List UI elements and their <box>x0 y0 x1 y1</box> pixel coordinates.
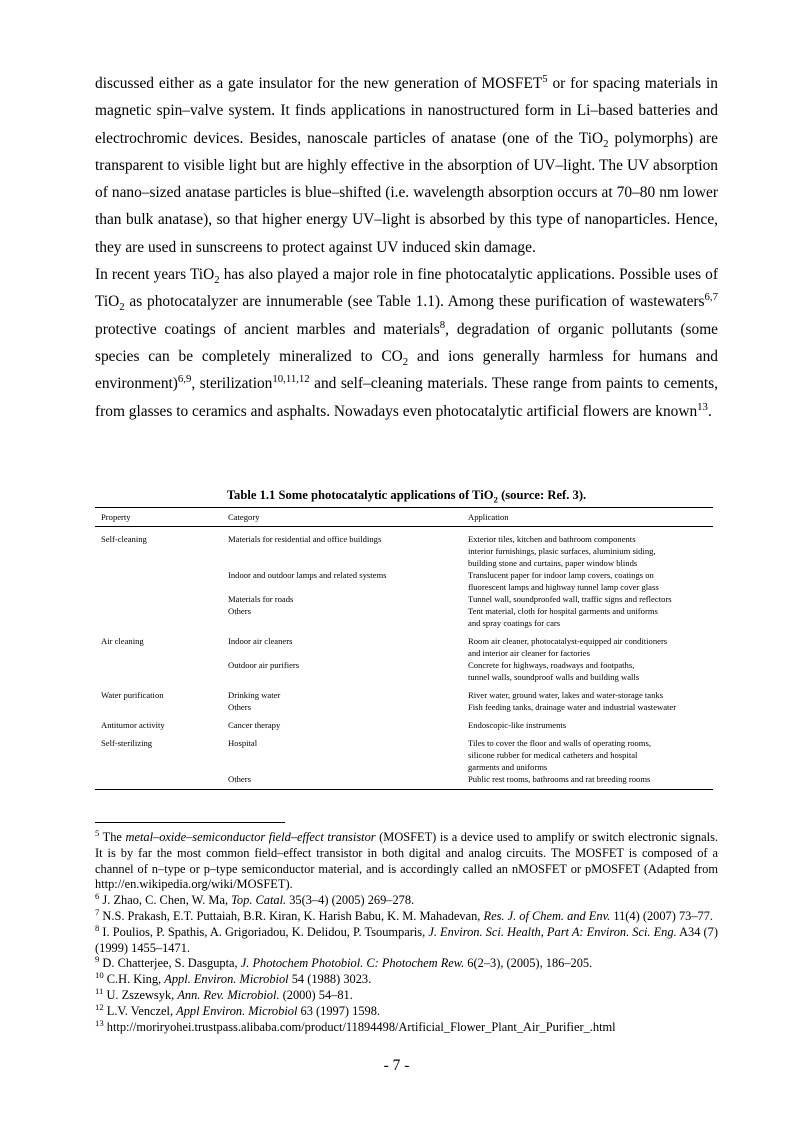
footnote-number: 12 <box>95 1001 104 1012</box>
subscript: 2 <box>493 494 498 505</box>
applications-table <box>95 507 713 790</box>
table-caption <box>95 488 718 503</box>
footnote-number: 9 <box>95 954 100 965</box>
application-line: tunnel walls, soundproof walls and building walls <box>468 672 640 682</box>
text-run: and ions generally harmless for humans and environment) <box>95 347 718 393</box>
application-line: Room air cleaner, photocatalyst-equipped air conditioners <box>468 636 668 646</box>
cell-category: Outdoor air purifiers <box>228 660 300 670</box>
footnote-italic: Appl. Environ. Microbiol <box>164 972 289 987</box>
application-line: Fish feeding tanks, drainage water and industrial wastewater <box>468 702 677 712</box>
application-line: Endoscopic-like instruments <box>468 720 567 730</box>
cell-property <box>95 773 222 790</box>
cell-property: Water purification <box>101 690 164 700</box>
table-row <box>95 629 713 659</box>
application-line: Public rest rooms, bathrooms and rat breeding rooms <box>468 774 651 784</box>
text-run: or for spacing materials in magnetic spin–valve system. It finds applications in nanostructured form in Li–based batteries and electrochromic devices. Besides, nanoscale particles of anatase (one of the TiO <box>95 75 718 147</box>
footnote-number: 6 <box>95 891 100 902</box>
cell-property <box>95 701 222 713</box>
footnote-text: 63 (1997) 1598. <box>297 1003 381 1018</box>
cell-category: Indoor air cleaners <box>228 636 293 646</box>
footnote-text: 54 (1988) 3023. <box>288 972 372 987</box>
cell-property <box>95 569 222 593</box>
cell-property: Antitumor activity <box>101 720 165 730</box>
footnote-6 <box>95 893 718 909</box>
footnote-number: 7 <box>95 906 100 917</box>
footnote-text: (2000) 54–81. <box>279 987 353 1002</box>
footnote-9 <box>95 956 718 972</box>
footnote-italic: Ann. Rev. Microbiol. <box>177 987 280 1002</box>
footnote-ref[interactable]: 5 <box>542 72 548 85</box>
application-line: Concrete for highways, roadways and footpaths, <box>468 660 635 670</box>
footnotes <box>95 827 718 1035</box>
table-row <box>95 683 713 701</box>
footnote-number: 13 <box>95 1017 104 1028</box>
cell-category: Others <box>228 702 251 712</box>
footnote-text: 11(4) (2007) 73–77. <box>610 908 714 923</box>
application-line: Tunnel wall, soundproofed wall, traffic signs and reflectors <box>468 594 672 604</box>
footnote-link[interactable]: http://moriryohei.trustpass.alibaba.com/product/11894498/Artificial_Flower_Plant_Air_Purifier_.html <box>103 1019 616 1034</box>
table-row <box>95 731 713 773</box>
footnote-italic: J. Photochem Photobiol. C: Photochem Rew. <box>240 956 465 971</box>
cell-category: Drinking water <box>228 690 281 700</box>
text-run: , degradation of organic pollutants (some species can be completely mineralized to CO <box>95 320 718 365</box>
table-row <box>95 701 713 713</box>
cell-application <box>462 569 713 593</box>
table-row <box>95 659 713 683</box>
cell-application <box>462 713 713 731</box>
cell-property <box>95 659 222 683</box>
subscript: 2 <box>214 274 220 287</box>
header-application: Application <box>462 508 713 527</box>
footnote-text: L.V. Venczel, <box>103 1003 177 1018</box>
cell-property: Self-sterilizing <box>101 738 153 748</box>
application-line: silicone rubber for medical catheters and hospital <box>468 750 638 760</box>
footnote-italic: J. Environ. Sci. Health, Part A: Environ. Sci. Eng. <box>428 924 677 939</box>
footnote-12 <box>95 1001 718 1020</box>
header-category: Category <box>222 508 462 527</box>
cell-application <box>462 593 713 605</box>
footnote-italic: Appl Environ. Microbiol <box>176 1003 298 1018</box>
footnote-ref[interactable]: 6,7 <box>704 291 718 304</box>
table-body <box>95 527 713 790</box>
footnote-italic: Res. J. of Chem. and Env. <box>483 908 611 923</box>
table-header-row <box>95 508 713 527</box>
body-text <box>95 70 718 425</box>
application-line: Translucent paper for indoor lamp covers, coatings on <box>468 570 654 580</box>
application-line: River water, ground water, lakes and water-storage tanks <box>468 690 664 700</box>
cell-category: Cancer therapy <box>228 720 281 730</box>
footnote-text: C.H. King, <box>103 972 165 987</box>
footnote-7 <box>95 906 718 925</box>
application-line: building stone and curtains, paper window blinds <box>468 558 638 568</box>
footnote-text: (MOSFET) is a device used to amplify or switch electronic signals. It is by far the most common field–effect transistor in both digital and analog circuits. The MOSFET is composed of a channel of n–type or p–type semiconductor material, and is accordingly called an nMOSFET or pMOSFET (Adapted from http://en.wikipedia.org/wiki/MOSFET). <box>95 830 718 892</box>
footnote-13 <box>95 1017 718 1036</box>
footnote-ref[interactable]: 13 <box>697 400 708 413</box>
application-line: interior furnishings, plasic surfaces, aluminium siding, <box>468 546 656 556</box>
footnote-number: 11 <box>95 985 104 996</box>
caption-text: (source: Ref. 3). <box>497 488 587 502</box>
cell-category: Hospital <box>228 738 258 748</box>
footnote-text: 35(3–4) (2005) 269–278. <box>286 893 415 908</box>
cell-application <box>462 683 713 701</box>
table-row <box>95 773 713 790</box>
application-line: Exterior tiles, kitchen and bathroom components <box>468 534 636 544</box>
cell-application <box>462 605 713 629</box>
footnote-text: The <box>99 830 126 844</box>
footnote-11 <box>95 985 718 1004</box>
application-line: garments and uniforms <box>468 762 548 772</box>
text-run: polymorphs) are transparent to visible light but are highly effective in the absorption of UV–light. The UV absorption of nano–sized anatase particles is blue–shifted (i.e. wavelength absorption occurs at 70–80 nm lower than bulk anatase), so that higher energy UV–light is absorbed by this type of nanoparticles. Hence, they are used in sunscreens to protect against UV induced skin damage. <box>95 129 718 256</box>
text-run: has also played a major role in fine photocatalytic applications. Possible uses of TiO <box>95 266 718 311</box>
text-run: protective coatings of ancient marbles and materials <box>95 320 440 338</box>
footnote-text: N.S. Prakash, E.T. Puttaiah, B.R. Kiran, K. Harish Babu, K. M. Mahadevan, <box>99 908 484 923</box>
cell-application <box>462 629 713 659</box>
text-run: as photocatalyzer are innumerable (see Table 1.1). Among these purification of wastewaters <box>124 293 705 311</box>
footnote-text: I. Poulios, P. Spathis, A. Grigoriadou, K. Delidou, P. Tsoumparis, <box>99 924 429 939</box>
footnote-number: 10 <box>95 970 104 981</box>
cell-category: Indoor and outdoor lamps and related systems <box>228 570 387 580</box>
cell-application <box>462 527 713 570</box>
text-run: and self–cleaning materials. These range from paints to cements, from glasses to ceramics and asphalts. Nowadays even photocatalytic artificial flowers are known <box>95 375 718 420</box>
footnote-ref[interactable]: 6,9 <box>177 373 192 386</box>
footnote-number: 8 <box>95 922 100 933</box>
footnote-10 <box>95 972 718 988</box>
footnote-number: 5 <box>95 827 100 838</box>
table-row <box>95 569 713 593</box>
paragraph-2 <box>95 261 718 425</box>
cell-category: Others <box>228 606 251 616</box>
subscript: 2 <box>119 301 125 314</box>
footnote-text: D. Chatterjee, S. Dasgupta, <box>99 956 241 971</box>
cell-property: Self-cleaning <box>101 534 147 544</box>
application-line: Tiles to cover the floor and walls of operating rooms, <box>468 738 651 748</box>
cell-category: Materials for residential and office buildings <box>228 534 382 544</box>
footnote-italic: metal–oxide–semiconductor field–effect transistor <box>125 830 376 844</box>
application-line: Tent material, cloth for hospital garments and uniforms <box>468 606 658 616</box>
text-run: discussed either as a gate insulator for the new generation of MOSFET <box>95 75 543 92</box>
cell-property <box>95 593 222 605</box>
text-run: . <box>707 402 712 420</box>
table-row <box>95 527 713 570</box>
footnote-text: 6(2–3), (2005), 186–205. <box>464 956 593 971</box>
application-line: and interior air cleaner for factories <box>468 648 590 658</box>
application-line: fluorescent lamps and highway tunnel lamp cover glass <box>468 582 659 592</box>
header-property: Property <box>95 508 222 527</box>
caption-text: Table 1.1 Some photocatalytic applications of TiO <box>226 488 494 502</box>
cell-property: Air cleaning <box>101 636 144 646</box>
cell-category: Materials for roads <box>228 594 294 604</box>
footnote-text: U. Zszewsyk, <box>103 987 178 1002</box>
text-run: In recent years TiO <box>95 266 215 284</box>
text-run: , sterilization <box>191 375 273 393</box>
table-row <box>95 713 713 731</box>
footnote-separator <box>95 822 285 823</box>
footnote-italic: Top. Catal. <box>231 893 287 908</box>
application-line: and spray coatings for cars <box>468 618 561 628</box>
cell-application <box>462 731 713 773</box>
footnote-ref[interactable]: 10,11,12 <box>272 373 310 386</box>
subscript: 2 <box>402 356 409 369</box>
footnote-ref[interactable]: 8 <box>439 318 446 331</box>
table-row <box>95 605 713 629</box>
cell-category: Others <box>222 773 462 790</box>
footnote-5 <box>95 827 718 893</box>
table-row <box>95 593 713 605</box>
subscript: 2 <box>603 137 609 150</box>
cell-application <box>462 659 713 683</box>
cell-application <box>462 701 713 713</box>
footnote-8 <box>95 922 718 957</box>
footnote-text: A34 (7) (1999) 1455–1471. <box>95 924 718 955</box>
page-number: - 7 - <box>383 1057 410 1074</box>
cell-property <box>95 605 222 629</box>
paragraph-1 <box>95 70 718 261</box>
cell-application <box>462 773 713 790</box>
footnote-text: J. Zhao, C. Chen, W. Ma, <box>99 893 232 908</box>
